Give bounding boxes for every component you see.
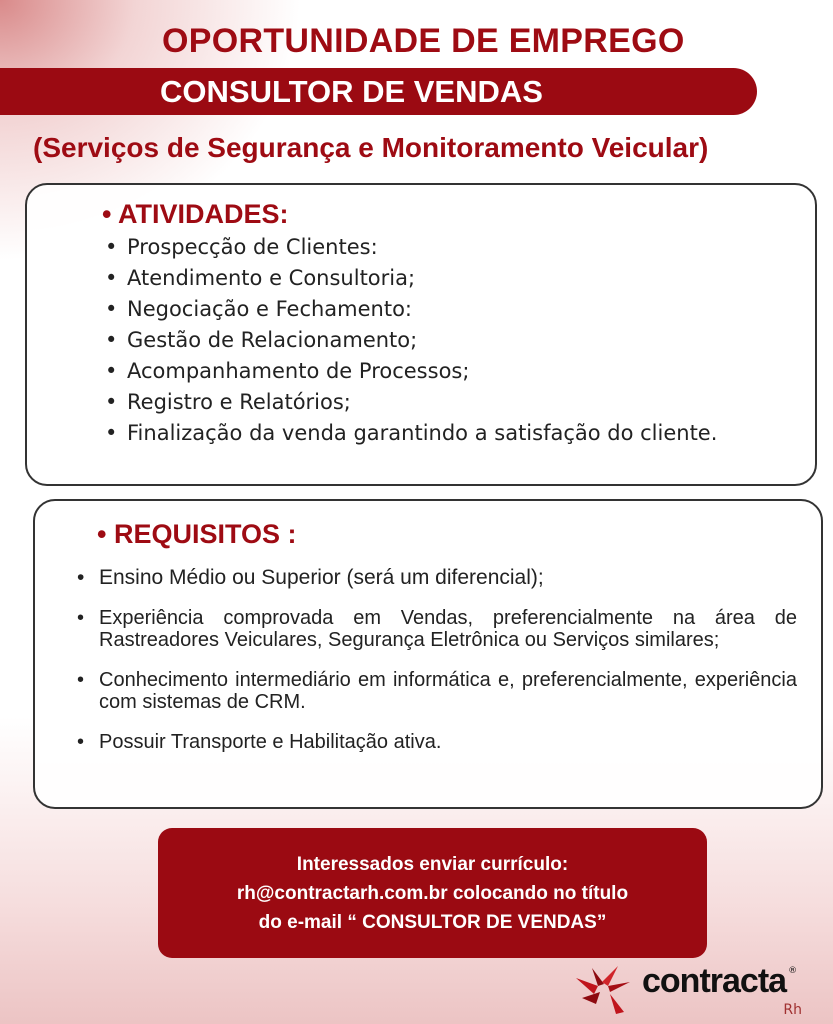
position-banner bbox=[0, 68, 757, 115]
registered-mark: ® bbox=[788, 966, 798, 976]
list-item: • Negociação e Fechamento: bbox=[105, 294, 785, 325]
logo-suffix: Rh bbox=[783, 1002, 802, 1018]
contact-email-line: rh@contractarh.com.br colocando no título bbox=[236, 883, 629, 904]
activities-heading: • ATIVIDADES: bbox=[102, 199, 289, 229]
list-item: • Atendimento e Consultoria; bbox=[105, 263, 785, 294]
contact-box bbox=[158, 828, 707, 958]
list-item: • Gestão de Relacionamento; bbox=[105, 325, 785, 356]
list-item: • Finalização da venda garantindo a satisfação do cliente. bbox=[105, 418, 785, 449]
requirements-heading: • REQUISITOS : bbox=[97, 519, 297, 549]
list-item: • Registro e Relatórios; bbox=[105, 387, 785, 418]
logo-wordmark bbox=[642, 962, 797, 1000]
logo-mark-icon bbox=[572, 964, 634, 1016]
list-item: • Conhecimento intermediário em informática e, preferencialmente, experiência com sistemas de CRM. bbox=[77, 669, 797, 713]
list-item: • Prospecção de Clientes: bbox=[105, 232, 785, 263]
list-item: • Ensino Médio ou Superior (será um diferencial); bbox=[77, 567, 797, 589]
contact-line: Interessados enviar currículo: bbox=[296, 854, 569, 875]
logo-text: contracta bbox=[642, 962, 787, 1000]
page-title: OPORTUNIDADE DE EMPREGO bbox=[162, 22, 685, 60]
list-item: • Acompanhamento de Processos; bbox=[105, 356, 785, 387]
list-item: • Experiência comprovada em Vendas, preferencialmente na área de Rastreadores Veiculares, Segurança Eletrônica ou Serviços similares; bbox=[77, 607, 797, 651]
activities-box bbox=[25, 183, 817, 486]
company-logo bbox=[572, 962, 822, 1022]
contact-line: do e-mail “ CONSULTOR DE VENDAS” bbox=[258, 912, 607, 933]
subtitle: (Serviços de Segurança e Monitoramento Veicular) bbox=[33, 132, 709, 163]
requirements-box bbox=[33, 499, 823, 809]
activities-list bbox=[105, 232, 785, 449]
position-title: CONSULTOR DE VENDAS bbox=[160, 74, 543, 109]
list-item: • Possuir Transporte e Habilitação ativa. bbox=[77, 731, 797, 753]
requirements-list bbox=[77, 567, 797, 771]
